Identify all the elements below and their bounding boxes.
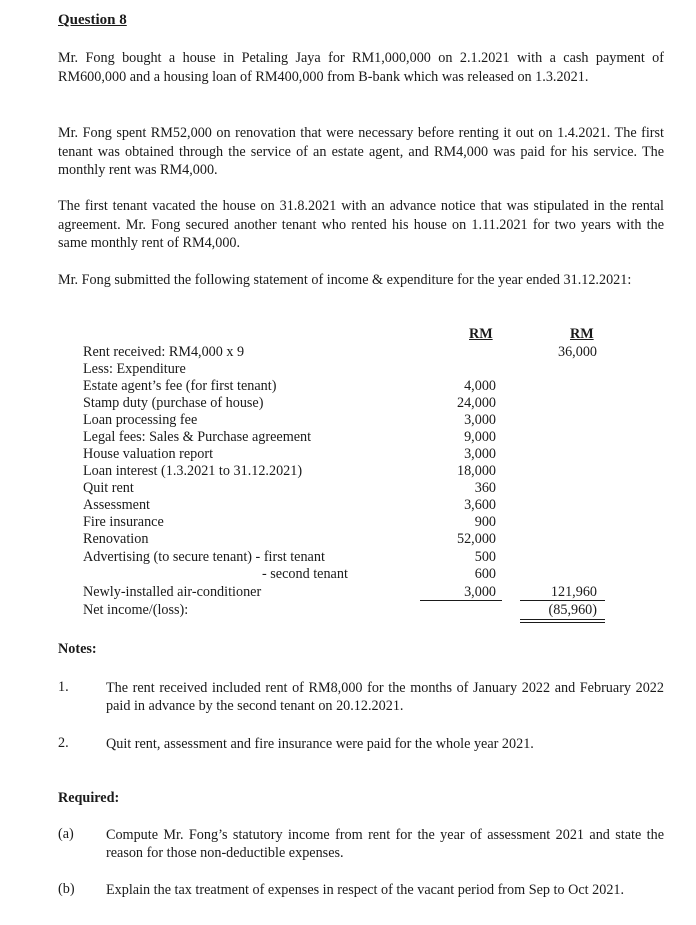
expense-label: Quit rent	[83, 480, 134, 496]
expense-value: 3,000	[464, 412, 496, 428]
expense-label: House valuation report	[83, 446, 214, 462]
required-item-label: (a)	[58, 826, 74, 842]
column-header-rm-2: RM	[570, 326, 594, 342]
expense-label: Estate agent’s fee (for first tenant)	[83, 378, 277, 394]
expense-label: Newly-installed air-conditioner	[83, 584, 262, 600]
column-header-rm-1: RM	[469, 326, 493, 342]
paragraph-statement-intro: Mr. Fong submitted the following statement of income & expenditure for the year ended 31.12.2021:	[58, 272, 632, 288]
notes-heading: Notes:	[58, 641, 97, 657]
expense-label: Fire insurance	[83, 514, 164, 530]
expense-label: Legal fees: Sales & Purchase agreement	[83, 429, 312, 445]
net-income-value: (85,960)	[548, 602, 597, 618]
expense-label: Renovation	[83, 531, 149, 547]
net-double-underline-bottom	[520, 622, 605, 623]
expense-value: 4,000	[464, 378, 496, 394]
rent-received-value: 36,000	[557, 344, 597, 360]
expense-value: 3,000	[464, 584, 496, 600]
expense-label: Advertising (to secure tenant) - first tenant	[83, 549, 325, 565]
required-item-label: (b)	[58, 881, 75, 897]
required-item-text: Compute Mr. Fong’s statutory income from rent for the year of assessment 2021 and state the reason for those non-deductible expenses.	[106, 827, 664, 861]
expense-value: 3,600	[464, 497, 496, 513]
note-number: 2.	[58, 735, 69, 751]
expense-label: Loan processing fee	[83, 412, 198, 428]
note-number: 1.	[58, 679, 69, 695]
expense-value: 360	[474, 480, 496, 496]
paragraph-purchase: Mr. Fong bought a house in Petaling Jaya for RM1,000,000 on 2.1.2021 with a cash payment of RM600,000 and a housing loan of RM400,000 from B-bank which was released on 1.3.2021.	[58, 50, 664, 85]
expense-value: 52,000	[456, 531, 496, 547]
expense-value: 900	[474, 514, 496, 530]
question-title: Question 8	[58, 12, 127, 28]
total-underline	[520, 600, 605, 601]
expense-value: 24,000	[456, 395, 496, 411]
rent-received-label: Rent received: RM4,000 x 9	[83, 344, 245, 360]
expense-value: 18,000	[456, 463, 496, 479]
expense-label: - second tenant	[262, 566, 348, 582]
expense-value: 9,000	[464, 429, 496, 445]
less-expenditure-label: Less: Expenditure	[83, 361, 186, 377]
expense-value: 600	[474, 566, 496, 582]
net-double-underline-top	[520, 619, 605, 620]
expense-label: Loan interest (1.3.2021 to 31.12.2021)	[83, 463, 303, 479]
required-heading: Required:	[58, 790, 120, 806]
expense-label: Assessment	[83, 497, 150, 513]
subtotal-underline	[420, 600, 502, 601]
paragraph-tenants: The first tenant vacated the house on 31.8.2021 with an advance notice that was stipulated in the rental agreement. Mr. Fong secured another tenant who rented his house on 1.11.2021 for two years with the same monthly rent of RM4,000.	[58, 198, 664, 252]
note-text: The rent received included rent of RM8,000 for the months of January 2022 and February 2022 paid in advance by the second tenant on 20.12.2021.	[106, 680, 664, 714]
paragraph-renovation: Mr. Fong spent RM52,000 on renovation that were necessary before renting it out on 1.4.2021. The first tenant was obtained through the service of an estate agent, and RM4,000 was paid for his service. The monthly rent was RM4,000.	[58, 125, 664, 179]
required-item-text: Explain the tax treatment of expenses in respect of the vacant period from Sep to Oct 2021.	[106, 882, 625, 898]
expense-label: Stamp duty (purchase of house)	[83, 395, 264, 411]
net-income-label: Net income/(loss):	[83, 602, 189, 618]
expense-value: 3,000	[464, 446, 496, 462]
note-text: Quit rent, assessment and fire insurance were paid for the whole year 2021.	[106, 736, 534, 752]
expense-value: 500	[474, 549, 496, 565]
total-expenses-value: 121,960	[550, 584, 597, 600]
